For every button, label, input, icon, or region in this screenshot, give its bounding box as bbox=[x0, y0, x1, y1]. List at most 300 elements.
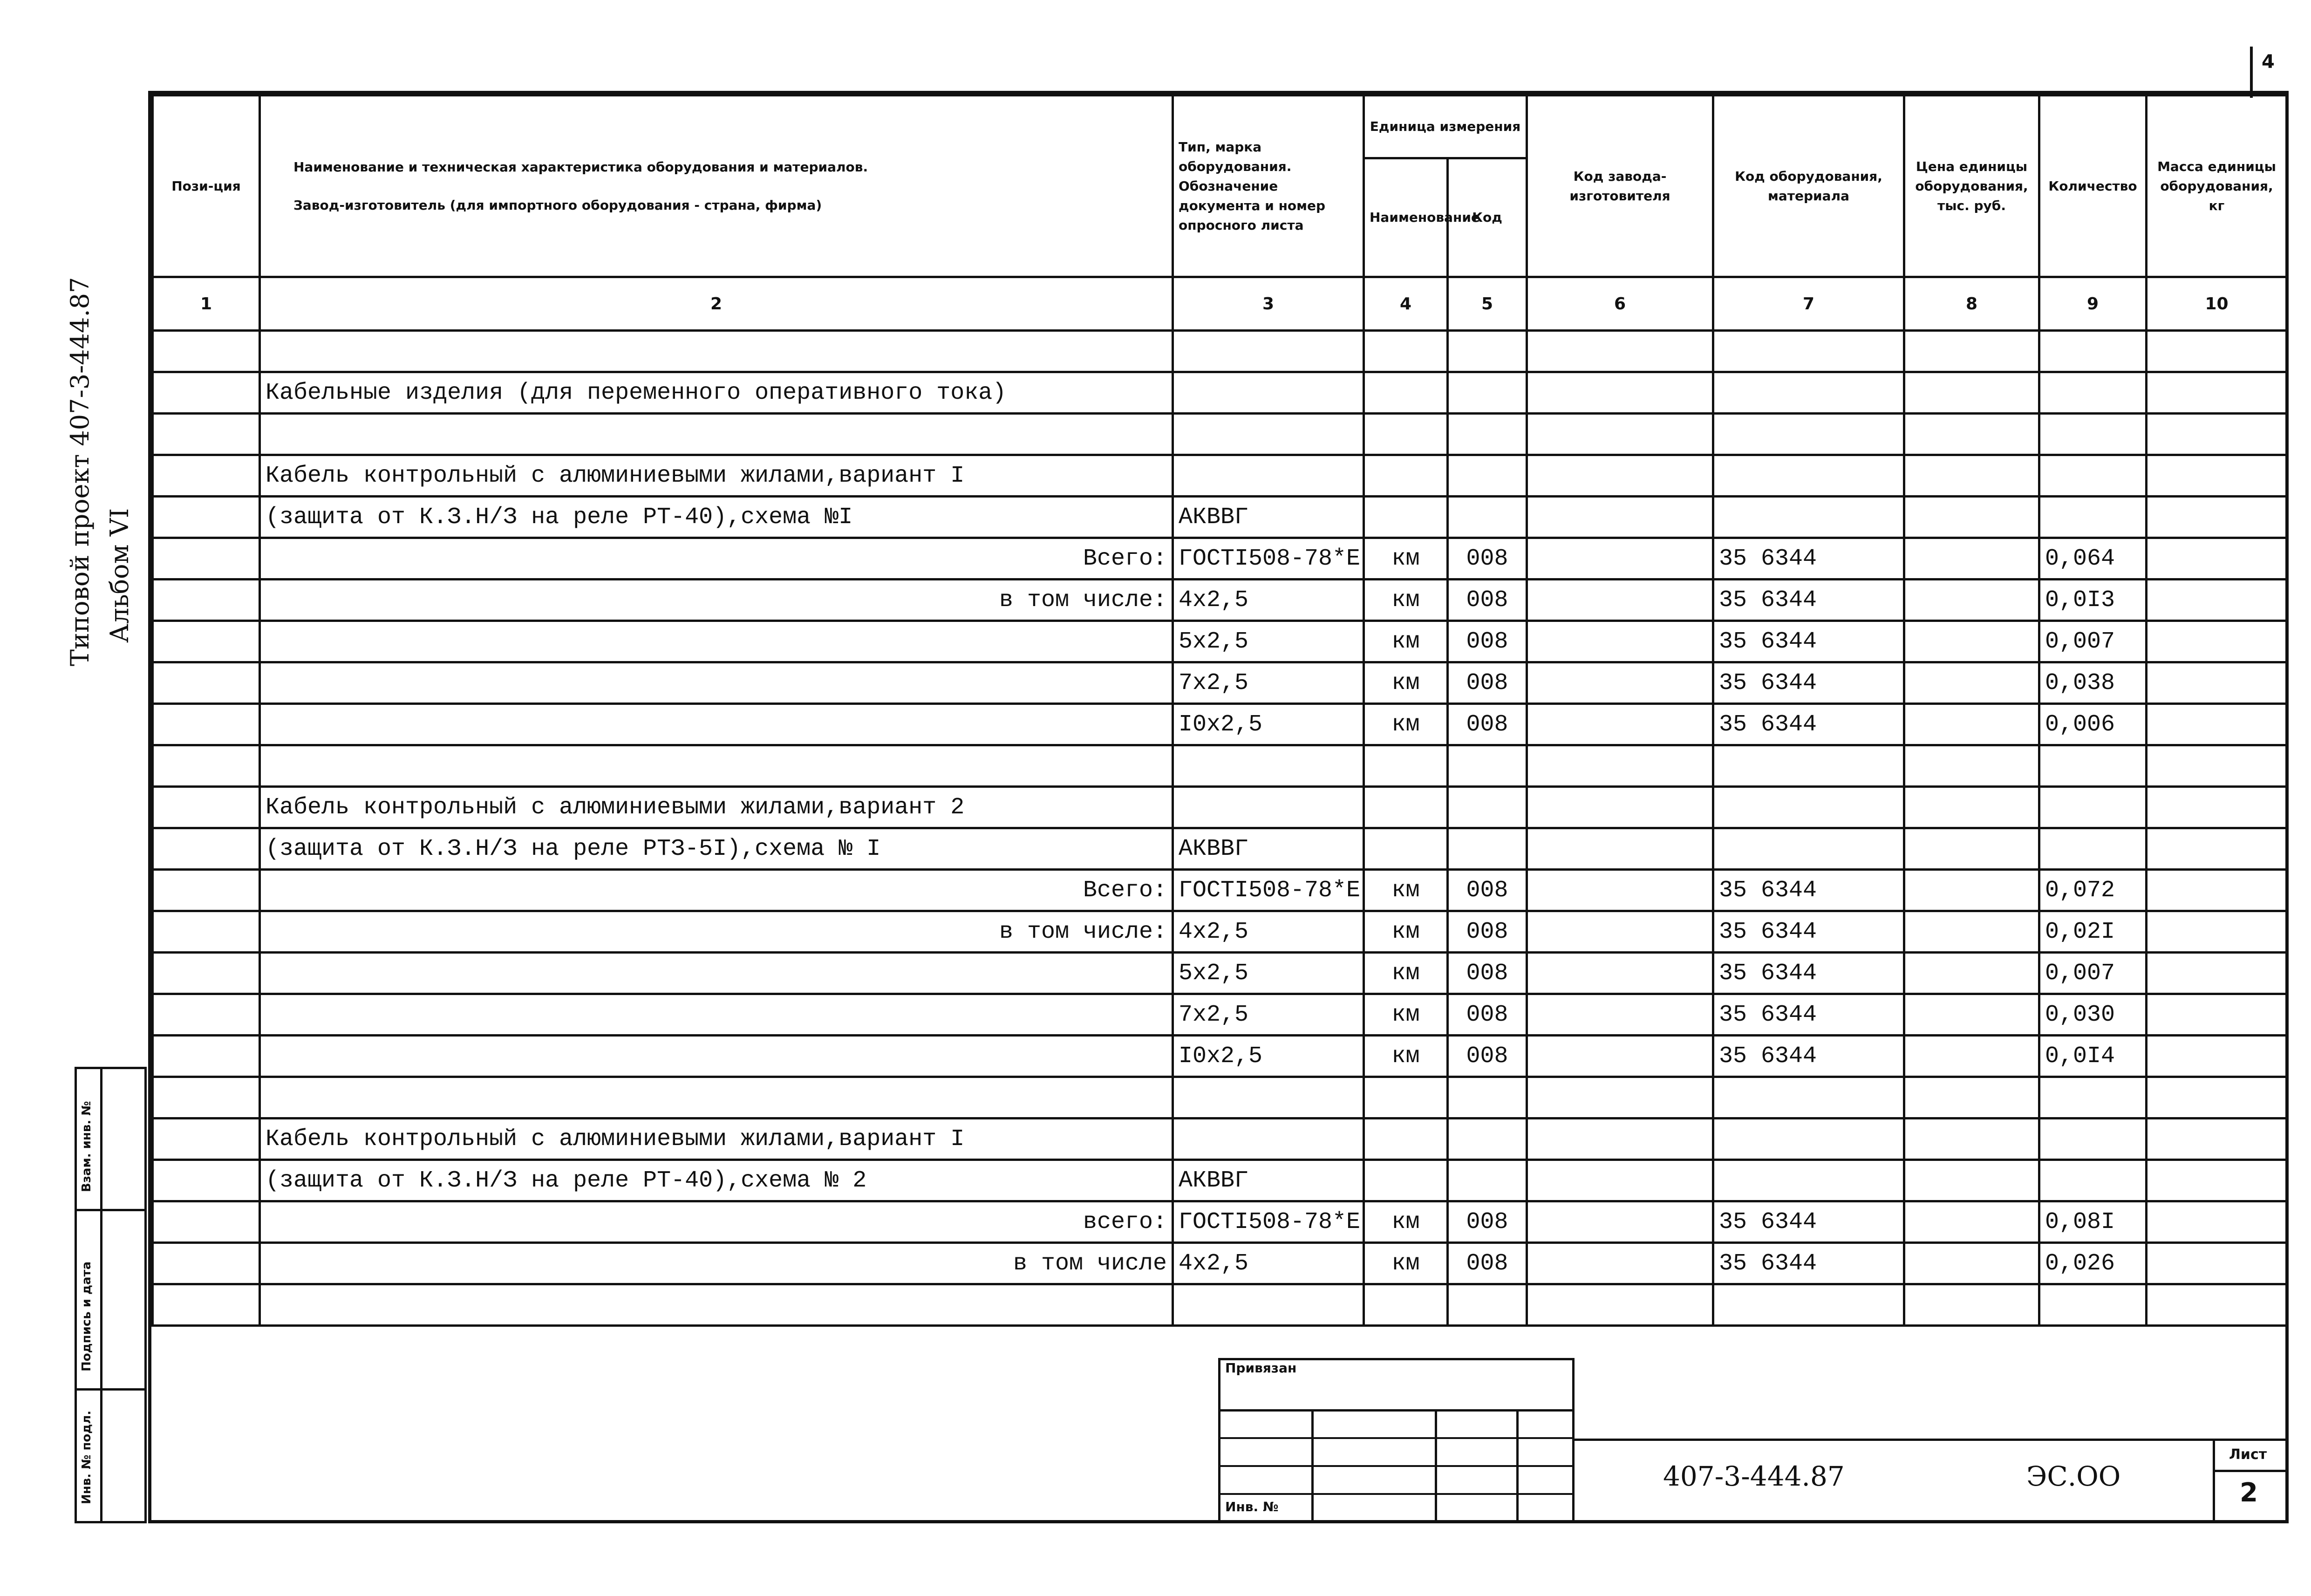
table-row bbox=[153, 1160, 2287, 1201]
cell-price bbox=[1904, 704, 2039, 745]
cell-unit-code: 008 bbox=[1448, 870, 1527, 911]
table-row bbox=[153, 911, 2287, 953]
cell-position bbox=[153, 621, 260, 662]
cell-quantity bbox=[2039, 414, 2147, 455]
cell-name bbox=[260, 745, 1173, 787]
cell-factory-code bbox=[1527, 372, 1713, 414]
column-number: 2 bbox=[260, 277, 1173, 331]
cell-price bbox=[1904, 1201, 2039, 1243]
cell-factory-code bbox=[1527, 580, 1713, 621]
tb-line bbox=[2213, 1470, 2289, 1472]
cell-material-code bbox=[1713, 497, 1904, 538]
cell-factory-code bbox=[1527, 621, 1713, 662]
cell-mass bbox=[2147, 621, 2287, 662]
tb-line bbox=[1218, 1409, 1575, 1412]
cell-material-code: 35 6344 bbox=[1713, 621, 1904, 662]
cell-unit: км bbox=[1364, 538, 1448, 580]
sheet-label: Лист bbox=[2229, 1446, 2267, 1463]
cell-price bbox=[1904, 1077, 2039, 1119]
cell-price bbox=[1904, 455, 2039, 497]
table-row bbox=[153, 414, 2287, 455]
cell-position bbox=[153, 497, 260, 538]
cell-mass bbox=[2147, 1160, 2287, 1201]
cell-type bbox=[1173, 787, 1364, 828]
cell-mass bbox=[2147, 787, 2287, 828]
header-unit-name: Наименование bbox=[1364, 158, 1448, 277]
cell-material-code: 35 6344 bbox=[1713, 580, 1904, 621]
cell-name: в том числе: bbox=[260, 580, 1173, 621]
cell-unit-code bbox=[1448, 1284, 1527, 1326]
cell-mass bbox=[2147, 911, 2287, 953]
table-row bbox=[153, 372, 2287, 414]
table-row bbox=[153, 538, 2287, 580]
cell-mass bbox=[2147, 331, 2287, 372]
cell-unit-code: 008 bbox=[1448, 580, 1527, 621]
cell-position bbox=[153, 1119, 260, 1160]
cell-type bbox=[1173, 331, 1364, 372]
cell-unit-code bbox=[1448, 497, 1527, 538]
cell-factory-code bbox=[1527, 414, 1713, 455]
table-row bbox=[153, 994, 2287, 1036]
cell-position bbox=[153, 580, 260, 621]
stamp-inv-podl-label: Инв. № подл. bbox=[80, 1410, 94, 1504]
cell-name bbox=[260, 1077, 1173, 1119]
cell-material-code bbox=[1713, 372, 1904, 414]
cell-price bbox=[1904, 414, 2039, 455]
cell-position bbox=[153, 745, 260, 787]
cell-unit bbox=[1364, 331, 1448, 372]
cell-unit bbox=[1364, 828, 1448, 870]
cell-unit bbox=[1364, 372, 1448, 414]
cell-position bbox=[153, 331, 260, 372]
cell-name bbox=[260, 994, 1173, 1036]
cell-factory-code bbox=[1527, 1243, 1713, 1284]
tb-line bbox=[1218, 1465, 1575, 1467]
cell-mass bbox=[2147, 870, 2287, 911]
cell-price bbox=[1904, 953, 2039, 994]
cell-price bbox=[1904, 994, 2039, 1036]
cell-material-code: 35 6344 bbox=[1713, 1243, 1904, 1284]
cell-unit-code bbox=[1448, 787, 1527, 828]
tb-line bbox=[1218, 1493, 1575, 1495]
table-row bbox=[153, 580, 2287, 621]
cell-unit-code bbox=[1448, 414, 1527, 455]
cell-price bbox=[1904, 1284, 2039, 1326]
cell-unit bbox=[1364, 455, 1448, 497]
cell-factory-code bbox=[1527, 994, 1713, 1036]
cell-unit-code: 008 bbox=[1448, 953, 1527, 994]
cell-quantity: 0,006 bbox=[2039, 704, 2147, 745]
cell-unit: км bbox=[1364, 580, 1448, 621]
cell-unit bbox=[1364, 745, 1448, 787]
cell-type bbox=[1173, 372, 1364, 414]
header-unit-code: Код bbox=[1448, 158, 1527, 277]
header-mass: Масса единицы оборудования, кг bbox=[2147, 95, 2287, 277]
cell-factory-code bbox=[1527, 538, 1713, 580]
stamp-inv-vzam bbox=[75, 1067, 147, 1211]
cell-price bbox=[1904, 662, 2039, 704]
cell-unit-code bbox=[1448, 331, 1527, 372]
cell-name: Всего: bbox=[260, 870, 1173, 911]
column-number: 10 bbox=[2147, 277, 2287, 331]
cell-mass bbox=[2147, 662, 2287, 704]
cell-type bbox=[1173, 414, 1364, 455]
cell-position bbox=[153, 1036, 260, 1077]
cell-unit bbox=[1364, 414, 1448, 455]
cell-mass bbox=[2147, 953, 2287, 994]
cell-name: Кабель контрольный с алюминиевыми жилами,вариант 2 bbox=[260, 787, 1173, 828]
cell-unit: км bbox=[1364, 1201, 1448, 1243]
table-row bbox=[153, 497, 2287, 538]
cell-quantity: 0,02I bbox=[2039, 911, 2147, 953]
cell-name: (защита от К.З.Н/З на реле РТ-40),схема №I bbox=[260, 497, 1173, 538]
cell-material-code: 35 6344 bbox=[1713, 953, 1904, 994]
cell-mass bbox=[2147, 372, 2287, 414]
cell-price bbox=[1904, 331, 2039, 372]
cell-unit-code: 008 bbox=[1448, 1036, 1527, 1077]
cell-material-code bbox=[1713, 787, 1904, 828]
title-block-inv-label: Инв. № bbox=[1225, 1499, 1279, 1514]
cell-quantity bbox=[2039, 372, 2147, 414]
cell-name: в том числе: bbox=[260, 911, 1173, 953]
table-row bbox=[153, 1036, 2287, 1077]
header-unit-group: Единица измерения bbox=[1364, 95, 1527, 158]
cell-unit: км bbox=[1364, 870, 1448, 911]
cell-type bbox=[1173, 1119, 1364, 1160]
cell-name: всего: bbox=[260, 1201, 1173, 1243]
cell-factory-code bbox=[1527, 870, 1713, 911]
cell-quantity: 0,038 bbox=[2039, 662, 2147, 704]
cell-type: I0х2,5 bbox=[1173, 1036, 1364, 1077]
column-number: 9 bbox=[2039, 277, 2147, 331]
cell-position bbox=[153, 787, 260, 828]
header-type: Тип, марка оборудования. Обозначение документа и номер опросного листа bbox=[1173, 95, 1364, 277]
cell-material-code bbox=[1713, 745, 1904, 787]
cell-position bbox=[153, 662, 260, 704]
cell-material-code bbox=[1713, 1284, 1904, 1326]
title-block-privyazan bbox=[1218, 1358, 1575, 1523]
cell-unit-code bbox=[1448, 1077, 1527, 1119]
cell-price bbox=[1904, 911, 2039, 953]
cell-name bbox=[260, 331, 1173, 372]
cell-type: АКВВГ bbox=[1173, 497, 1364, 538]
cell-quantity bbox=[2039, 455, 2147, 497]
cell-type: 4х2,5 bbox=[1173, 1243, 1364, 1284]
corner-rule bbox=[2250, 47, 2253, 98]
cell-unit-code: 008 bbox=[1448, 704, 1527, 745]
cell-name bbox=[260, 953, 1173, 994]
cell-factory-code bbox=[1527, 1201, 1713, 1243]
cell-mass bbox=[2147, 1243, 2287, 1284]
cell-factory-code bbox=[1527, 1077, 1713, 1119]
cell-type: 5х2,5 bbox=[1173, 621, 1364, 662]
specification-table bbox=[151, 94, 2288, 1327]
header-name-line2: Завод-изготовитель (для импортного оборудования - страна, фирма) bbox=[293, 197, 822, 213]
table-row bbox=[153, 1284, 2287, 1326]
cell-quantity bbox=[2039, 497, 2147, 538]
cell-type bbox=[1173, 455, 1364, 497]
corner-sheet-number: 4 bbox=[2262, 51, 2275, 73]
cell-position bbox=[153, 870, 260, 911]
cell-quantity: 0,08I bbox=[2039, 1201, 2147, 1243]
cell-factory-code bbox=[1527, 704, 1713, 745]
cell-price bbox=[1904, 372, 2039, 414]
cell-unit-code bbox=[1448, 745, 1527, 787]
stamp-sign-date-label: Подпись и дата bbox=[80, 1261, 94, 1371]
cell-unit-code bbox=[1448, 372, 1527, 414]
cell-quantity bbox=[2039, 331, 2147, 372]
column-number: 8 bbox=[1904, 277, 2039, 331]
header-name-line1: Наименование и техническая характеристика оборудования и материалов. bbox=[293, 159, 868, 175]
cell-factory-code bbox=[1527, 455, 1713, 497]
cell-unit-code: 008 bbox=[1448, 621, 1527, 662]
cell-type: АКВВГ bbox=[1173, 1160, 1364, 1201]
cell-quantity: 0,007 bbox=[2039, 621, 2147, 662]
cell-name bbox=[260, 1284, 1173, 1326]
cell-factory-code bbox=[1527, 497, 1713, 538]
section-code: ЭС.ОО bbox=[2026, 1460, 2121, 1492]
header-name bbox=[260, 95, 1173, 277]
cell-factory-code bbox=[1527, 828, 1713, 870]
side-title-album: Альбом VI bbox=[105, 508, 134, 643]
table-row bbox=[153, 828, 2287, 870]
table-row bbox=[153, 455, 2287, 497]
header-quantity: Количество bbox=[2039, 95, 2147, 277]
cell-quantity bbox=[2039, 745, 2147, 787]
cell-mass bbox=[2147, 414, 2287, 455]
cell-name bbox=[260, 414, 1173, 455]
cell-price bbox=[1904, 497, 2039, 538]
table-row bbox=[153, 1119, 2287, 1160]
cell-name: Кабельные изделия (для переменного оперативного тока) bbox=[260, 372, 1173, 414]
cell-mass bbox=[2147, 745, 2287, 787]
cell-unit-code: 008 bbox=[1448, 1243, 1527, 1284]
cell-name: Кабель контрольный с алюминиевыми жилами,вариант I bbox=[260, 455, 1173, 497]
cell-name: Всего: bbox=[260, 538, 1173, 580]
table-row bbox=[153, 1243, 2287, 1284]
cell-price bbox=[1904, 745, 2039, 787]
sheet-number: 2 bbox=[2240, 1478, 2258, 1508]
cell-position bbox=[153, 372, 260, 414]
cell-price bbox=[1904, 787, 2039, 828]
cell-position bbox=[153, 1077, 260, 1119]
cell-type: 5х2,5 bbox=[1173, 953, 1364, 994]
cell-factory-code bbox=[1527, 953, 1713, 994]
cell-factory-code bbox=[1527, 745, 1713, 787]
cell-unit: км bbox=[1364, 704, 1448, 745]
cell-unit-code: 008 bbox=[1448, 911, 1527, 953]
table-row bbox=[153, 621, 2287, 662]
cell-price bbox=[1904, 1243, 2039, 1284]
cell-factory-code bbox=[1527, 787, 1713, 828]
cell-price bbox=[1904, 1119, 2039, 1160]
cell-unit: км bbox=[1364, 911, 1448, 953]
cell-unit bbox=[1364, 1160, 1448, 1201]
cell-quantity bbox=[2039, 1284, 2147, 1326]
cell-type: ГОСТI508-78*Е bbox=[1173, 1201, 1364, 1243]
cell-quantity: 0,0I4 bbox=[2039, 1036, 2147, 1077]
cell-mass bbox=[2147, 1077, 2287, 1119]
table-row bbox=[153, 704, 2287, 745]
cell-material-code: 35 6344 bbox=[1713, 994, 1904, 1036]
cell-unit-code: 008 bbox=[1448, 1201, 1527, 1243]
table-row bbox=[153, 870, 2287, 911]
cell-mass bbox=[2147, 1119, 2287, 1160]
cell-factory-code bbox=[1527, 911, 1713, 953]
cell-mass bbox=[2147, 994, 2287, 1036]
cell-mass bbox=[2147, 1201, 2287, 1243]
cell-unit: км bbox=[1364, 621, 1448, 662]
cell-position bbox=[153, 911, 260, 953]
cell-unit: км bbox=[1364, 953, 1448, 994]
cell-mass bbox=[2147, 1036, 2287, 1077]
cell-mass bbox=[2147, 828, 2287, 870]
table-row bbox=[153, 331, 2287, 372]
cell-material-code bbox=[1713, 828, 1904, 870]
cell-unit: км bbox=[1364, 662, 1448, 704]
cell-quantity bbox=[2039, 1077, 2147, 1119]
cell-position bbox=[153, 455, 260, 497]
cell-factory-code bbox=[1527, 1160, 1713, 1201]
cell-material-code: 35 6344 bbox=[1713, 662, 1904, 704]
cell-type bbox=[1173, 745, 1364, 787]
cell-mass bbox=[2147, 704, 2287, 745]
cell-material-code bbox=[1713, 1160, 1904, 1201]
cell-price bbox=[1904, 828, 2039, 870]
column-number: 3 bbox=[1173, 277, 1364, 331]
cell-quantity: 0,026 bbox=[2039, 1243, 2147, 1284]
cell-material-code: 35 6344 bbox=[1713, 1036, 1904, 1077]
cell-name bbox=[260, 662, 1173, 704]
stamp-sign-date bbox=[75, 1209, 147, 1391]
stamp-inv-vzam-label: Взам. инв. № bbox=[80, 1101, 94, 1192]
cell-factory-code bbox=[1527, 1119, 1713, 1160]
cell-unit bbox=[1364, 787, 1448, 828]
tb-line bbox=[1435, 1409, 1437, 1523]
cell-name: (защита от К.З.Н/З на реле РТ-40),схема № 2 bbox=[260, 1160, 1173, 1201]
cell-quantity bbox=[2039, 1160, 2147, 1201]
cell-mass bbox=[2147, 455, 2287, 497]
cell-name bbox=[260, 621, 1173, 662]
cell-unit-code bbox=[1448, 1160, 1527, 1201]
title-block-privyazan-label: Привязан bbox=[1225, 1360, 1297, 1376]
column-number: 4 bbox=[1364, 277, 1448, 331]
cell-factory-code bbox=[1527, 331, 1713, 372]
cell-material-code: 35 6344 bbox=[1713, 870, 1904, 911]
cell-unit: км bbox=[1364, 994, 1448, 1036]
cell-name: в том числе bbox=[260, 1243, 1173, 1284]
cell-unit-code: 008 bbox=[1448, 662, 1527, 704]
cell-unit bbox=[1364, 1284, 1448, 1326]
tb-line bbox=[1575, 1439, 2289, 1441]
column-number-row bbox=[153, 277, 2287, 331]
cell-factory-code bbox=[1527, 662, 1713, 704]
cell-quantity: 0,007 bbox=[2039, 953, 2147, 994]
column-number: 5 bbox=[1448, 277, 1527, 331]
column-number: 6 bbox=[1527, 277, 1713, 331]
cell-unit-code bbox=[1448, 1119, 1527, 1160]
cell-mass bbox=[2147, 1284, 2287, 1326]
cell-position bbox=[153, 828, 260, 870]
cell-position bbox=[153, 538, 260, 580]
tb-line bbox=[1516, 1409, 1519, 1523]
cell-quantity bbox=[2039, 787, 2147, 828]
cell-name bbox=[260, 704, 1173, 745]
cell-quantity: 0,064 bbox=[2039, 538, 2147, 580]
cell-position bbox=[153, 994, 260, 1036]
cell-type: ГОСТI508-78*Е bbox=[1173, 870, 1364, 911]
side-title-project: Типовой проект 407-3-444.87 bbox=[65, 277, 95, 666]
cell-mass bbox=[2147, 580, 2287, 621]
table-row bbox=[153, 953, 2287, 994]
cell-type: ГОСТI508-78*Е bbox=[1173, 538, 1364, 580]
cell-type: I0х2,5 bbox=[1173, 704, 1364, 745]
tb-line bbox=[2213, 1439, 2215, 1523]
cell-quantity: 0,0I3 bbox=[2039, 580, 2147, 621]
tb-line bbox=[1218, 1437, 1575, 1439]
cell-quantity: 0,030 bbox=[2039, 994, 2147, 1036]
header-factory-code: Код завода-изготовителя bbox=[1527, 95, 1713, 277]
cell-material-code bbox=[1713, 455, 1904, 497]
table-row bbox=[153, 1201, 2287, 1243]
table-row bbox=[153, 745, 2287, 787]
header-position: Пози-ция bbox=[153, 95, 260, 277]
cell-position bbox=[153, 1243, 260, 1284]
cell-material-code bbox=[1713, 1077, 1904, 1119]
cell-position bbox=[153, 704, 260, 745]
cell-unit-code: 008 bbox=[1448, 994, 1527, 1036]
doc-code: 407-3-444.87 bbox=[1663, 1460, 1845, 1492]
column-number: 7 bbox=[1713, 277, 1904, 331]
cell-type: 7х2,5 bbox=[1173, 994, 1364, 1036]
cell-position bbox=[153, 1201, 260, 1243]
cell-position bbox=[153, 1160, 260, 1201]
table-row bbox=[153, 662, 2287, 704]
cell-unit-code bbox=[1448, 828, 1527, 870]
column-number: 1 bbox=[153, 277, 260, 331]
cell-price bbox=[1904, 621, 2039, 662]
cell-unit bbox=[1364, 497, 1448, 538]
table-row bbox=[153, 787, 2287, 828]
cell-factory-code bbox=[1527, 1284, 1713, 1326]
cell-material-code: 35 6344 bbox=[1713, 911, 1904, 953]
cell-quantity bbox=[2039, 828, 2147, 870]
cell-unit-code: 008 bbox=[1448, 538, 1527, 580]
cell-price bbox=[1904, 1160, 2039, 1201]
cell-type bbox=[1173, 1284, 1364, 1326]
header-material-code: Код оборудования, материала bbox=[1713, 95, 1904, 277]
cell-material-code bbox=[1713, 414, 1904, 455]
cell-price bbox=[1904, 538, 2039, 580]
cell-price bbox=[1904, 1036, 2039, 1077]
stamp-inv-podl bbox=[75, 1388, 147, 1523]
cell-type: АКВВГ bbox=[1173, 828, 1364, 870]
cell-quantity bbox=[2039, 1119, 2147, 1160]
cell-type bbox=[1173, 1077, 1364, 1119]
cell-position bbox=[153, 414, 260, 455]
cell-unit bbox=[1364, 1119, 1448, 1160]
cell-mass bbox=[2147, 538, 2287, 580]
cell-material-code bbox=[1713, 331, 1904, 372]
cell-material-code: 35 6344 bbox=[1713, 1201, 1904, 1243]
cell-mass bbox=[2147, 497, 2287, 538]
cell-price bbox=[1904, 580, 2039, 621]
cell-type: 4х2,5 bbox=[1173, 911, 1364, 953]
cell-factory-code bbox=[1527, 1036, 1713, 1077]
cell-unit-code bbox=[1448, 455, 1527, 497]
cell-unit: км bbox=[1364, 1036, 1448, 1077]
cell-name: Кабель контрольный с алюминиевыми жилами,вариант I bbox=[260, 1119, 1173, 1160]
